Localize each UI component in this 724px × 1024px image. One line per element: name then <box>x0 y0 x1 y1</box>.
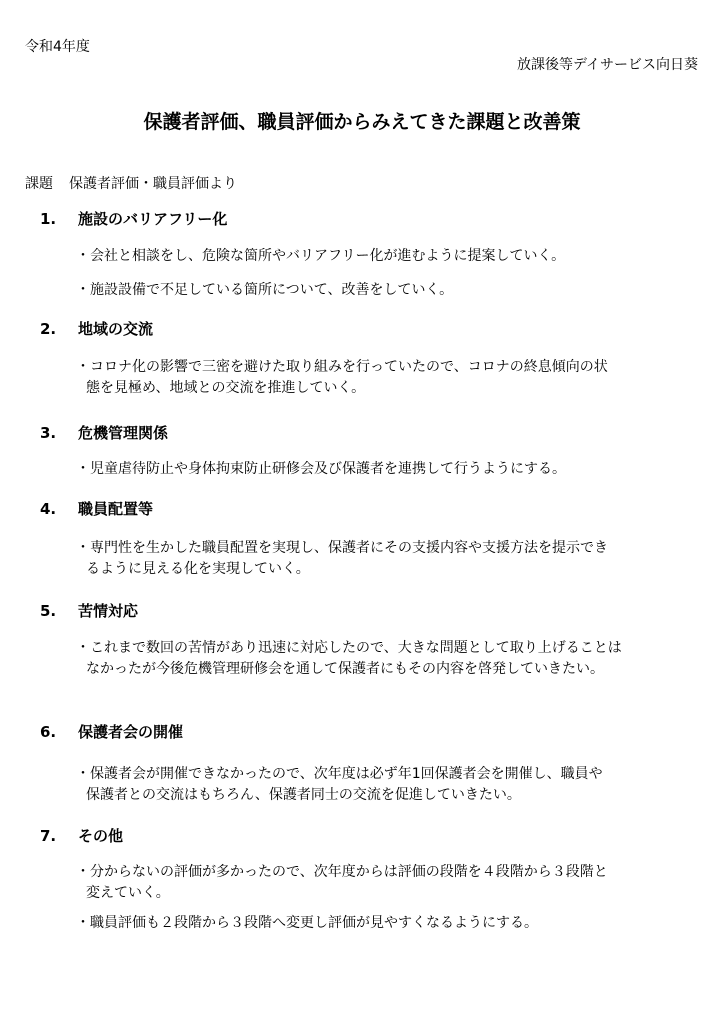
section-title: 危機管理関係 <box>78 424 169 442</box>
bullet-line: ・これまで数回の苦情があり迅速に対応したので、大きな問題として取り上げることは <box>76 640 622 656</box>
bullet-line: 態を見極め、地域との交流を推進していく。 <box>86 380 366 396</box>
section-title: 施設のバリアフリー化 <box>78 210 228 228</box>
list-item <box>76 862 706 904</box>
section-heading <box>40 422 168 443</box>
bullet-line: ・職員評価も２段階から３段階へ変更し評価が見やすくなるようにする。 <box>76 915 538 931</box>
bullet-line: ・会社と相談をし、危険な箇所やバリアフリー化が進むように提案していく。 <box>76 248 566 264</box>
bullet-line: ・保護者会が開催できなかったので、次年度は必ず年1回保護者会を開催し、職員や <box>76 766 603 782</box>
bullet-line: ・分からないの評価が多かったので、次年度からは評価の段階を４段階から３段階と <box>76 864 608 880</box>
subject-text: 保護者評価・職員評価より <box>69 176 237 192</box>
list-item <box>76 913 706 934</box>
section-title: 地域の交流 <box>78 320 154 338</box>
section-number: 6. <box>40 723 57 741</box>
section-heading <box>40 318 153 339</box>
section-title: その他 <box>78 827 124 845</box>
bullet-line: 変えていく。 <box>86 885 170 901</box>
section-heading <box>40 498 153 519</box>
subject-label: 課題 <box>25 176 53 192</box>
bullet-line: 保護者との交流はもちろん、保護者同士の交流を促進していきたい。 <box>86 787 521 803</box>
list-item <box>76 764 706 806</box>
section-number: 5. <box>40 602 57 620</box>
bullet-line: るように見える化を実現していく。 <box>86 561 310 577</box>
section-number: 7. <box>40 827 57 845</box>
bullet-line: ・児童虐待防止や身体拘束防止研修会及び保護者を連携して行うようにする。 <box>76 461 566 477</box>
section-heading <box>40 600 138 621</box>
list-item <box>76 538 706 580</box>
list-item <box>76 280 706 301</box>
list-item <box>76 246 706 267</box>
document-title: 保護者評価、職員評価からみえてきた課題と改善策 <box>143 111 581 133</box>
fiscal-year: 令和4年度 <box>25 39 90 55</box>
section-number: 2. <box>40 320 57 338</box>
list-item <box>76 459 706 480</box>
list-item <box>76 638 706 680</box>
bullet-line: なかったが今後危機管理研修会を通して保護者にもその内容を啓発していきたい。 <box>86 661 604 677</box>
section-heading <box>40 721 183 742</box>
section-heading <box>40 825 123 846</box>
section-heading <box>40 208 227 229</box>
bullet-line: ・コロナ化の影響で三密を避けた取り組みを行っていたので、コロナの終息傾向の状 <box>76 359 608 375</box>
section-title: 職員配置等 <box>78 500 154 518</box>
section-number: 1. <box>40 210 57 228</box>
section-number: 3. <box>40 424 57 442</box>
list-item <box>76 357 706 399</box>
bullet-line: ・施設設備で不足している箇所について、改善をしていく。 <box>76 282 454 298</box>
subject-line <box>25 173 237 193</box>
section-number: 4. <box>40 500 57 518</box>
bullet-line: ・専門性を生かした職員配置を実現し、保護者にその支援内容や支援方法を提示でき <box>76 540 608 556</box>
organization-name: 放課後等デイサービス向日葵 <box>516 57 698 73</box>
section-title: 保護者会の開催 <box>78 723 184 741</box>
section-title: 苦情対応 <box>78 602 139 620</box>
